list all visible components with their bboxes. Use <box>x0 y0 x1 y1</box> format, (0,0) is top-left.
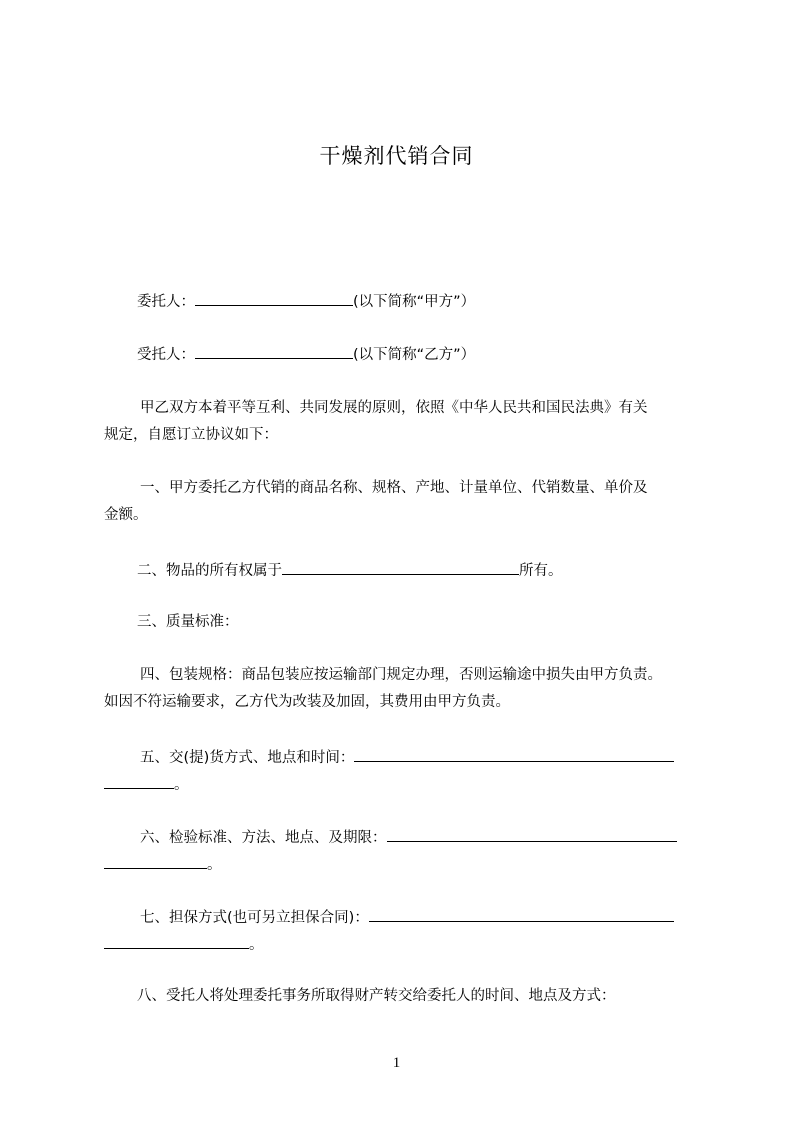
clause-3-line: 三、质量标准： <box>137 614 239 630</box>
clause-6-prefix: 六、检验标准、方法、地点、及期限： <box>140 830 387 846</box>
clause-2-suffix: 所有。 <box>519 563 563 579</box>
intro-line-2: 规定，自愿订立协议如下： <box>104 427 278 443</box>
page-number: 1 <box>392 1055 401 1071</box>
clause-2-line <box>137 559 563 581</box>
clause-6-end: 。 <box>207 857 222 873</box>
clause-7-line-1 <box>140 906 674 928</box>
guarantee-blank[interactable] <box>369 906 674 922</box>
agent-line <box>137 343 475 365</box>
delivery-blank-continued[interactable] <box>104 773 174 789</box>
clause-6-line-1 <box>140 826 677 848</box>
principal-line <box>137 290 475 312</box>
clause-7-prefix: 七、担保方式(也可另立担保合同)： <box>140 910 369 926</box>
principal-blank[interactable] <box>195 290 353 306</box>
agent-suffix: (以下简称“乙方”） <box>353 347 476 363</box>
clause-1-line-2: 金额。 <box>104 507 148 523</box>
agent-blank[interactable] <box>195 343 353 359</box>
clause-7-line-2 <box>104 933 264 955</box>
guarantee-blank-continued[interactable] <box>104 933 249 949</box>
inspection-blank-continued[interactable] <box>104 853 207 869</box>
clause-4-line-2: 如因不符运输要求，乙方代为改装及加固，其费用由甲方负责。 <box>104 694 510 710</box>
agent-label: 受托人： <box>137 347 195 363</box>
delivery-blank[interactable] <box>354 746 674 762</box>
document-title: 干燥剂代销合同 <box>319 144 474 168</box>
clause-1-line-1: 一、甲方委托乙方代销的商品名称、规格、产地、计量单位、代销数量、单价及 <box>140 480 648 496</box>
principal-label: 委托人： <box>137 294 195 310</box>
clause-5-end: 。 <box>174 777 189 793</box>
clause-4-line-1: 四、包装规格：商品包装应按运输部门规定办理，否则运输途中损失由甲方负责。 <box>140 667 662 683</box>
ownership-blank[interactable] <box>282 559 519 575</box>
clause-5-line-1 <box>140 746 674 768</box>
clause-5-prefix: 五、交(提)货方式、地点和时间： <box>140 750 355 766</box>
intro-line-1: 甲乙双方本着平等互利、共同发展的原则，依照《中华人民共和国民法典》有关 <box>140 400 648 416</box>
principal-suffix: (以下简称“甲方”） <box>353 294 476 310</box>
inspection-blank[interactable] <box>387 826 677 842</box>
clause-2-prefix: 二、物品的所有权属于 <box>137 563 282 579</box>
clause-5-line-2 <box>104 773 189 795</box>
clause-6-line-2 <box>104 853 222 875</box>
clause-7-end: 。 <box>249 937 264 953</box>
clause-8-line: 八、受托人将处理委托事务所取得财产转交给委托人的时间、地点及方式： <box>137 988 616 1004</box>
